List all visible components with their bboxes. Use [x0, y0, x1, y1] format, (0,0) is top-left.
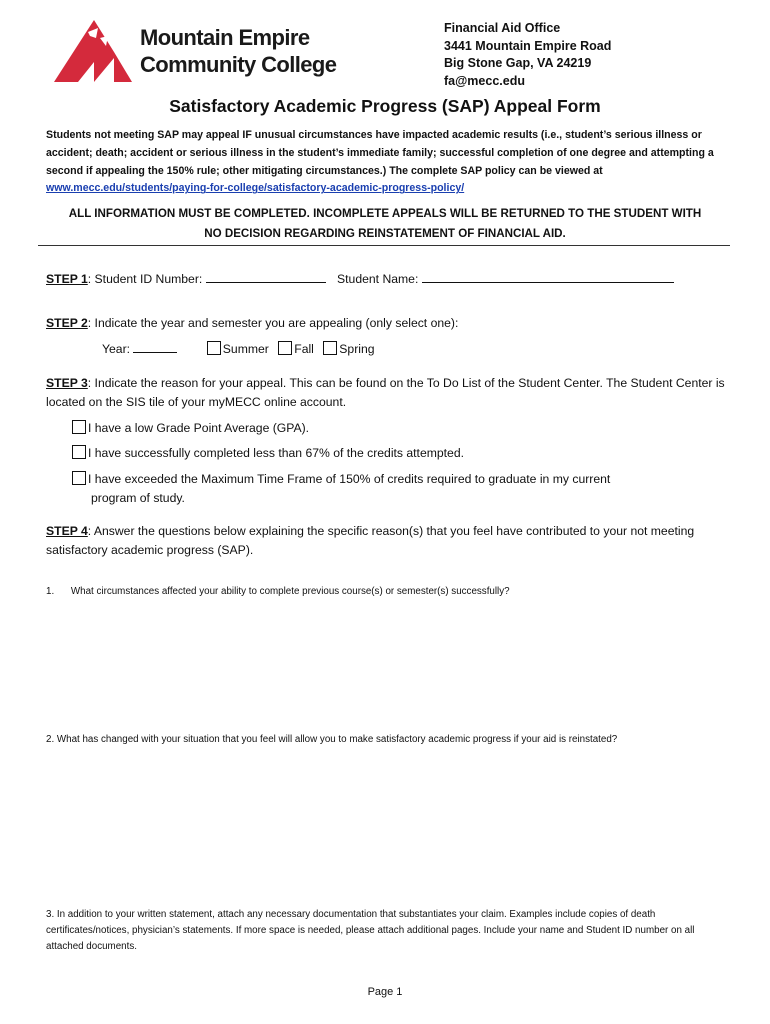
office-email: fa@mecc.edu: [444, 73, 525, 88]
step4-label: STEP 4: [46, 524, 88, 538]
question-1: [46, 584, 510, 600]
step2-label: STEP 2: [46, 316, 88, 330]
question-2: 2. What has changed with your situation that you feel will allow you to make satisfactory academic progress if your aid is reinstated?: [46, 734, 618, 745]
reason-max-time-cont: [91, 489, 185, 508]
summer-checkbox[interactable]: [207, 341, 221, 355]
step3-label: STEP 3: [46, 376, 88, 390]
college-logo: [52, 18, 352, 86]
completion-checkbox[interactable]: [72, 445, 86, 459]
q1-number: 1.: [46, 586, 55, 597]
spring-label: Spring: [339, 342, 375, 356]
student-id-label: : Student ID Number:: [87, 272, 203, 286]
step4-text: : Answer the questions below explaining the specific reason(s) that you feel have contributed to your not meeting satisfactory academic progress (SAP).: [46, 524, 695, 557]
section-divider: [38, 245, 730, 246]
year-label: Year:: [102, 342, 131, 356]
office-city: Big Stone Gap, VA 24219: [444, 56, 592, 71]
completion-warning: [0, 204, 770, 243]
gpa-checkbox[interactable]: [72, 420, 86, 434]
step3-row: [46, 374, 736, 411]
step2-text: : Indicate the year and semester you are appealing (only select one):: [87, 316, 459, 330]
mountain-logo-icon: [52, 18, 134, 86]
office-name: Financial Aid Office: [444, 21, 561, 35]
intro-text: Students not meeting SAP may appeal IF unusual circumstances have impacted academic results (i.e., student’s serious illness or accident; death; accident or serious illness in the student’s immediate family; successful completion of one degree and attempting a second if appealing the 150% rule; other mitigating circumstances.) The complete SAP policy can be viewed at: [46, 129, 714, 177]
sap-policy-link[interactable]: www.mecc.edu/students/paying-for-college/satisfactory-academic-progress-policy/: [46, 182, 465, 195]
summer-label: Summer: [222, 342, 269, 356]
fall-checkbox[interactable]: [278, 341, 292, 355]
answer-1-area[interactable]: [46, 606, 726, 716]
q1-text: What circumstances affected your ability to complete previous course(s) or semester(s) successfully?: [70, 586, 510, 597]
student-name-field[interactable]: [422, 271, 674, 283]
spring-checkbox[interactable]: [323, 341, 337, 355]
student-name-label: Student Name:: [337, 272, 419, 286]
fall-label: Fall: [294, 342, 314, 356]
summer-option[interactable]: [207, 342, 269, 356]
college-name-line2: Community College: [140, 52, 337, 77]
office-address: [444, 20, 611, 90]
answer-2-area[interactable]: [46, 754, 726, 894]
warning-line2: NO DECISION REGARDING REINSTATEMENT OF FINANCIAL AID.: [204, 226, 566, 240]
step2-row: [46, 314, 736, 333]
reason-max-time[interactable]: [72, 470, 610, 489]
intro-paragraph: [46, 127, 726, 198]
office-street: 3441 Mountain Empire Road: [444, 38, 612, 53]
college-name: [140, 24, 336, 78]
step3-text: : Indicate the reason for your appeal. This can be found on the To Do List of the Student Center. The Student Center is located on the SIS tile of your myMECC online account.: [46, 376, 725, 409]
year-field[interactable]: [133, 341, 177, 353]
completion-label: I have successfully completed less than 67% of the credits attempted.: [88, 446, 464, 460]
fall-option[interactable]: [278, 342, 314, 356]
semester-row: [102, 340, 375, 359]
question-3: 3. In addition to your written statement, attach any necessary documentation that substantiates your claim. Examples include copies of death certificates/notices, physician’s statements. If more space is needed, please attach additional pages. Include your name and Student ID number on all attached documents.: [46, 909, 695, 952]
college-name-line1: Mountain Empire: [140, 25, 310, 50]
step1-row: [46, 270, 736, 289]
max-time-label-cont: program of study.: [91, 491, 185, 505]
warning-line1: ALL INFORMATION MUST BE COMPLETED. INCOMPLETE APPEALS WILL BE RETURNED TO THE STUDENT WITH: [68, 207, 702, 220]
page-number: Page 1: [367, 986, 403, 998]
max-time-checkbox[interactable]: [72, 471, 86, 485]
max-time-label: I have exceeded the Maximum Time Frame of 150% of credits required to graduate in my current: [88, 472, 611, 486]
step4-row: [46, 522, 726, 559]
reason-gpa[interactable]: [72, 419, 309, 438]
spring-option[interactable]: [323, 342, 374, 356]
gpa-label: I have a low Grade Point Average (GPA).: [88, 421, 310, 435]
student-id-field[interactable]: [206, 271, 326, 283]
step1-label: STEP 1: [46, 272, 88, 286]
form-title: Satisfactory Academic Progress (SAP) Appeal Form: [169, 96, 601, 116]
reason-completion[interactable]: [72, 444, 464, 463]
